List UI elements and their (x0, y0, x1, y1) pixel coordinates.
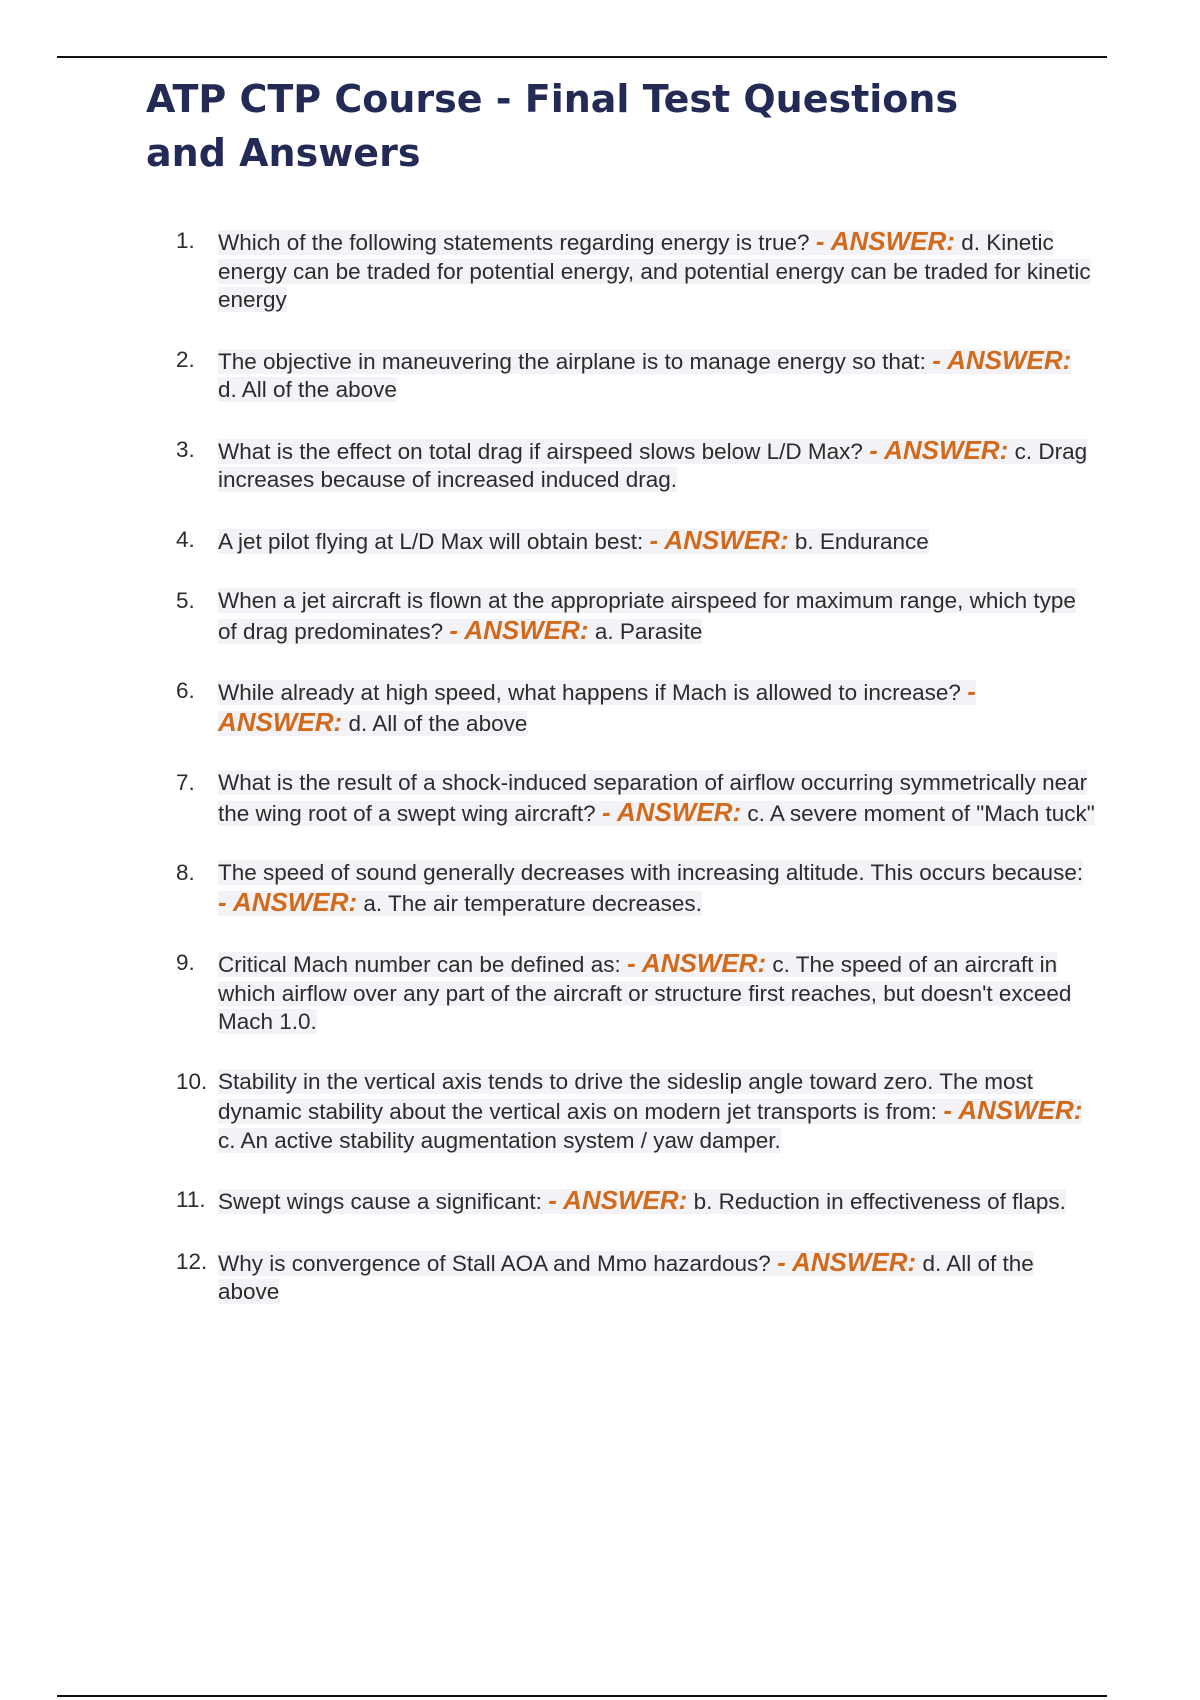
answer-text: b. Reduction in effectiveness of flaps. (693, 1189, 1066, 1214)
answer-text: d. All of the above (218, 1250, 1034, 1304)
answer-marker: - ANSWER: (601, 796, 742, 827)
question-text: The speed of sound generally decreases with increasing altitude. This occurs because: (218, 860, 1084, 885)
page-title: ATP CTP Course - Final Test Questions and Answers (146, 77, 959, 175)
answer-marker: - ANSWER: (777, 1246, 917, 1277)
question-text: Swept wings cause a significant: (218, 1189, 542, 1214)
answer-marker: - ANSWER: (449, 614, 589, 645)
answer-marker: - ANSWER: (218, 676, 976, 737)
question-number: 10. (176, 1068, 208, 1094)
question-text: Critical Mach number can be defined as: (218, 952, 621, 977)
question-number: 3. (176, 436, 195, 462)
answer-text: d. All of the above (348, 710, 528, 736)
question-text: What is the effect on total drag if airspeed slows below L/D Max? (218, 438, 863, 464)
bottom-divider (57, 1695, 1107, 1697)
answer-marker: - ANSWER: (626, 948, 767, 978)
answer-marker: - ANSWER: (943, 1095, 1083, 1125)
answer-text: d. All of the above (218, 377, 397, 402)
answer-marker: - ANSWER: (932, 344, 1072, 375)
question-text: Stability in the vertical axis tends to drive the sideslip angle toward zero. The most dynamic stability about the vertical axis on modern jet transports is from: (218, 1068, 1033, 1124)
list-item (176, 227, 1096, 315)
answer-marker: - ANSWER: (869, 434, 1009, 465)
question-number: 9. (176, 950, 195, 975)
question-list (176, 227, 1096, 1338)
question-number: 8. (176, 860, 195, 885)
question-text: When a jet aircraft is flown at the appropriate airspeed for maximum range, which type of drag predominates? (218, 588, 1076, 644)
answer-text: c. A severe moment of "Mach tuck" (747, 800, 1095, 826)
question-text: A jet pilot flying at L/D Max will obtain best: (218, 528, 644, 554)
question-text: Why is convergence of Stall AOA and Mmo hazardous? (218, 1250, 771, 1276)
answer-marker: - ANSWER: (218, 886, 358, 917)
question-number: 12. (176, 1248, 208, 1274)
answer-text: c. Drag increases because of increased induced drag. (218, 438, 1088, 492)
question-number: 1. (176, 228, 195, 253)
answer-text: d. Kinetic energy can be traded for potential energy, and potential energy can be traded for kinetic energy (218, 230, 1091, 312)
answer-marker: - ANSWER: (649, 524, 789, 555)
question-text: What is the result of a shock-induced separation of airflow occurring symmetrically near the wing root of a swept wing aircraft? (218, 770, 1088, 826)
list-item (176, 859, 1096, 918)
answer-marker: - ANSWER: (815, 226, 955, 256)
list-item (176, 1248, 1096, 1307)
top-divider (57, 56, 1107, 58)
question-text: While already at high speed, what happens if Mach is allowed to increase? (218, 680, 961, 705)
answer-text: a. Parasite (594, 618, 703, 644)
list-item (176, 769, 1096, 828)
list-item (176, 949, 1096, 1037)
list-item (176, 1068, 1096, 1156)
list-item (176, 436, 1096, 495)
question-number: 2. (176, 346, 195, 372)
list-item (176, 1186, 1096, 1217)
answer-text: a. The air temperature decreases. (363, 890, 702, 916)
question-number: 4. (176, 526, 195, 552)
answer-text: c. An active stability augmentation system / yaw damper. (218, 1127, 781, 1153)
answer-text: b. Endurance (794, 528, 929, 554)
answer-marker: - ANSWER: (548, 1185, 688, 1215)
question-text: The objective in maneuvering the airplane is to manage energy so that: (218, 348, 926, 374)
answer-text: c. The speed of an aircraft in which airflow over any part of the aircraft or structure first reaches, but doesn't exceed Mach 1.0. (218, 952, 1072, 1034)
question-number: 6. (176, 678, 195, 703)
list-item (176, 526, 1096, 557)
list-item (176, 677, 1096, 738)
question-number: 11. (176, 1187, 206, 1212)
list-item (176, 587, 1096, 646)
question-text: Which of the following statements regarding energy is true? (218, 230, 810, 255)
question-number: 7. (176, 770, 195, 795)
question-number: 5. (176, 588, 195, 613)
list-item (176, 346, 1096, 405)
